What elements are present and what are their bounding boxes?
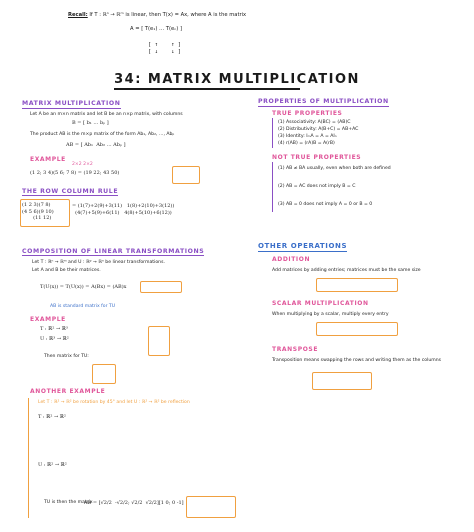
example2-text: Then matrix for TU: bbox=[44, 354, 89, 359]
recall-matrix: [ ↑ ↑ ] [ ↓ ↓ ] bbox=[148, 42, 182, 55]
composition-text-1: Let T : ℝⁿ → ℝᵐ and U : ℝᵖ → ℝⁿ be linear transformations. bbox=[32, 260, 165, 265]
not-prop-1: (1) AB ≠ BA usually, even when both are defined bbox=[278, 166, 391, 171]
rowcol-rhs: = (1(7)+2(9)+3(11) 1(8)+2(10)+3(12)) (4(7)+5(9)+6(11) 4(8)+5(10)+6(12)) bbox=[72, 203, 175, 216]
true-prop-3: (3) Identity: IₘA = A = AIₙ bbox=[278, 134, 337, 139]
not-prop-3: (3) AB = 0 does not imply A = 0 or B = 0 bbox=[278, 202, 373, 207]
true-prop-4: (4) r(AB) = (rA)B = A(rB) bbox=[278, 141, 335, 146]
example-heading: EXAMPLE bbox=[30, 156, 66, 163]
composition-result-box bbox=[140, 281, 182, 293]
not-true-bracket bbox=[272, 162, 273, 212]
another-result: AB = [√2/2 -√2/2; √2/2 √2/2][1 0; 0 -1] bbox=[84, 500, 184, 506]
properties-heading: PROPERTIES OF MULTIPLICATION bbox=[258, 98, 389, 105]
example2-u: U : ℝ³ → ℝ² bbox=[40, 336, 69, 342]
mm-product-def: The product AB is the m×p matrix of the form Ab₁, Ab₂, …, Abₚ bbox=[30, 132, 175, 137]
matrix-multiplication-heading: MATRIX MULTIPLICATION bbox=[22, 100, 121, 107]
another-text-2: TU is then the matrix bbox=[44, 500, 93, 505]
example2-t: T : ℝ² → ℝ³ bbox=[40, 326, 68, 332]
another-t: T : ℝ² → ℝ² bbox=[38, 414, 66, 420]
example-result-box bbox=[172, 166, 200, 184]
not-prop-2: (2) AB = AC does not imply B = C bbox=[278, 184, 356, 189]
scalar-heading: SCALAR MULTIPLICATION bbox=[272, 300, 369, 307]
not-true-heading: NOT TRUE PROPERTIES bbox=[272, 154, 362, 161]
true-prop-1: (1) Associativity: A(BC) = (AB)C bbox=[278, 120, 351, 125]
addition-heading: ADDITION bbox=[272, 256, 311, 263]
other-operations-heading: OTHER OPERATIONS bbox=[258, 242, 348, 250]
recall-formula: A = [ T(e₁) … T(eₙ) ] bbox=[130, 26, 182, 32]
transpose-text: Transposition means swapping the rows and writing them as the columns bbox=[272, 358, 442, 363]
example-dims: 2×2 2×2 bbox=[72, 162, 93, 167]
another-u: U : ℝ² → ℝ² bbox=[38, 462, 67, 468]
scalar-text: When multiplying by a scalar, multiply every entry bbox=[272, 312, 389, 317]
composition-math: T(U(x)) = T(U(x)) = A(Bx) = (AB)x bbox=[40, 284, 127, 290]
example-math: (1 2; 3 4)(5 6; 7 8) = (19 22; 43 50) bbox=[30, 170, 120, 176]
addition-text: Add matrices by adding entries; matrices must be the same size bbox=[272, 268, 421, 273]
true-prop-2: (2) Distributivity: A(B+C) = AB+AC bbox=[278, 127, 359, 132]
example2-heading: EXAMPLE bbox=[30, 316, 66, 323]
transpose-heading: TRANSPOSE bbox=[272, 346, 319, 353]
composition-note: AB is standard matrix for TU bbox=[50, 304, 116, 309]
row-column-rule-heading: THE ROW COLUMN RULE bbox=[22, 188, 119, 195]
true-properties-heading: TRUE PROPERTIES bbox=[272, 110, 343, 117]
composition-text-2: Let A and B be their matrices. bbox=[32, 268, 101, 273]
transpose-example-box bbox=[312, 372, 372, 390]
rowcol-lhs: (1 2 3)(7 8) (4 5 6)(9 10) (11 12) bbox=[22, 202, 54, 221]
composition-heading: COMPOSITION OF LINEAR TRANSFORMATIONS bbox=[22, 248, 205, 255]
another-example-heading: ANOTHER EXAMPLE bbox=[30, 388, 106, 395]
recall-line bbox=[68, 12, 246, 18]
recall-text: If T : ℝⁿ → ℝᵐ is linear, then T(x) = Ax, where A is the matrix bbox=[89, 12, 247, 18]
example2-result-box bbox=[92, 364, 116, 384]
true-properties-bracket bbox=[272, 118, 273, 148]
mm-matrix-b: B = [ b₁ … bₚ ] bbox=[72, 120, 109, 126]
addition-example-box bbox=[316, 278, 398, 292]
scalar-example-box bbox=[316, 322, 398, 336]
another-result-box bbox=[186, 496, 236, 518]
recall-label: Recall: bbox=[68, 12, 88, 18]
mm-definition: Let A be an m×n matrix and let B be an n×p matrix, with columns bbox=[30, 112, 183, 117]
another-example-text: Let T : ℝ² → ℝ² be rotation by 45° and let U : ℝ² → ℝ² be reflection bbox=[38, 400, 190, 405]
mm-ab-formula: AB = [ Ab₁ Ab₂ … Abₚ ] bbox=[66, 142, 126, 148]
another-example-bracket bbox=[28, 398, 29, 518]
page-title: 34: MATRIX MULTIPLICATION bbox=[114, 72, 360, 87]
example2-matrix-box bbox=[148, 326, 170, 356]
title-underline bbox=[114, 88, 300, 90]
